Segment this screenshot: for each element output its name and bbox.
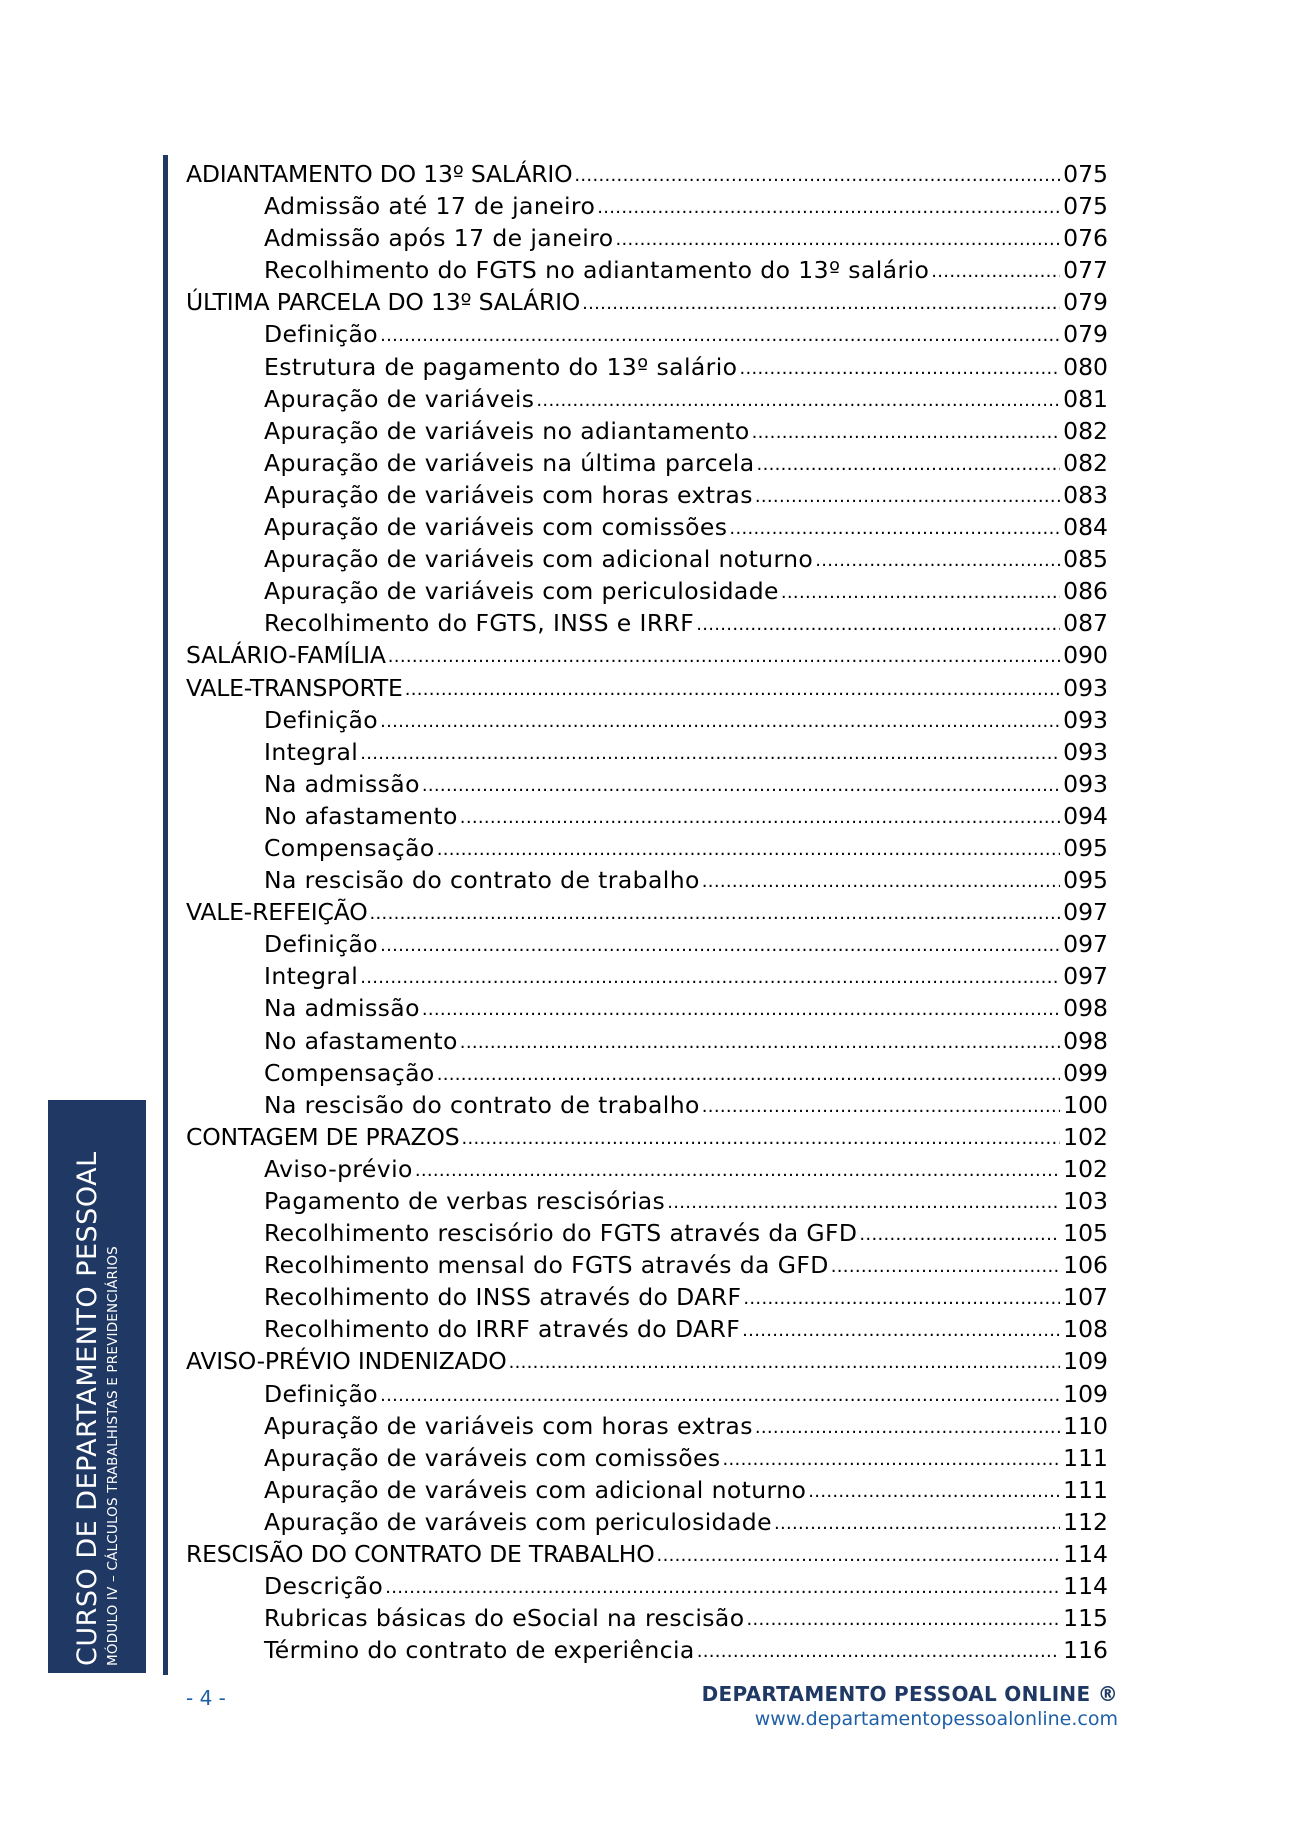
toc-dot-leader <box>460 799 1060 834</box>
toc-subsection-entry[interactable] <box>186 1089 1108 1121</box>
toc-subsection-entry[interactable] <box>186 543 1108 575</box>
toc-entry-page: 080 <box>1063 352 1108 381</box>
toc-dot-leader <box>574 157 1060 192</box>
toc-entry-label: Apuração de varáveis com adicional noturno <box>264 1475 807 1504</box>
toc-subsection-entry[interactable] <box>186 318 1108 350</box>
toc-entry-page: 095 <box>1063 866 1108 895</box>
toc-entry-label: Na admissão <box>264 994 420 1023</box>
toc-dot-leader <box>380 703 1060 738</box>
footer-url[interactable]: www.departamentopessoalonline.com <box>754 1708 1118 1730</box>
toc-entry-page: 106 <box>1063 1251 1108 1280</box>
toc-subsection-entry[interactable] <box>186 1634 1108 1666</box>
toc-dot-leader <box>742 1312 1060 1347</box>
toc-dot-leader <box>385 1569 1060 1604</box>
side-banner <box>48 1100 146 1673</box>
toc-section-entry[interactable] <box>186 896 1108 928</box>
toc-subsection-entry[interactable] <box>186 447 1108 479</box>
toc-subsection-entry[interactable] <box>186 1025 1108 1057</box>
toc-entry-page: 085 <box>1063 545 1108 574</box>
toc-subsection-entry[interactable] <box>186 607 1108 639</box>
toc-subsection-entry[interactable] <box>186 1313 1108 1345</box>
toc-entry-page: 103 <box>1063 1187 1108 1215</box>
toc-dot-leader <box>781 574 1060 609</box>
toc-dot-leader <box>422 991 1060 1026</box>
side-banner-text <box>72 1106 122 1666</box>
toc-entry-label: Definição <box>264 320 379 349</box>
toc-entry-label: Admissão após 17 de janeiro <box>264 224 614 253</box>
toc-dot-leader <box>370 895 1061 930</box>
toc-entry-page: 097 <box>1063 898 1108 927</box>
toc-dot-leader <box>616 221 1061 256</box>
toc-dot-leader <box>582 285 1060 320</box>
toc-entry-page: 115 <box>1063 1604 1108 1633</box>
page-number: - 4 - <box>186 1686 226 1710</box>
toc-entry-page: 082 <box>1063 448 1108 477</box>
toc-dot-leader <box>723 1441 1061 1476</box>
toc-entry-label: ÚLTIMA PARCELA DO 13º SALÁRIO <box>186 288 581 317</box>
toc-entry-page: 082 <box>1063 416 1108 445</box>
toc-subsection-entry[interactable] <box>186 1506 1108 1538</box>
toc-section-entry[interactable] <box>186 1538 1108 1570</box>
toc-dot-leader <box>743 1280 1060 1315</box>
toc-entry-label: Apuração de variáveis no adiantamento <box>264 416 750 445</box>
toc-entry-label: ADIANTAMENTO DO 13º SALÁRIO <box>186 160 573 188</box>
toc-subsection-entry[interactable] <box>186 479 1108 511</box>
toc-dot-leader <box>597 189 1060 224</box>
toc-subsection-entry[interactable] <box>186 992 1108 1024</box>
toc-dot-leader <box>380 927 1060 962</box>
toc-entry-label: Compensação <box>264 833 435 862</box>
toc-entry-label: Apuração de variáveis na última parcela <box>264 448 755 477</box>
toc-entry-label: Apuração de varáveis com comissões <box>264 1443 721 1472</box>
toc-dot-leader <box>437 1056 1060 1091</box>
toc-subsection-entry[interactable] <box>186 415 1108 447</box>
toc-subsection-entry[interactable] <box>186 704 1108 736</box>
toc-subsection-entry[interactable] <box>186 1474 1108 1506</box>
toc-entry-label: CONTAGEM DE PRAZOS <box>186 1122 460 1151</box>
toc-section-entry[interactable] <box>186 639 1108 671</box>
toc-subsection-entry[interactable] <box>186 960 1108 992</box>
toc-dot-leader <box>831 1248 1060 1283</box>
toc-subsection-entry[interactable] <box>186 383 1108 415</box>
toc-subsection-entry[interactable] <box>186 1217 1108 1249</box>
toc-entry-page: 093 <box>1063 705 1108 734</box>
toc-subsection-entry[interactable] <box>186 864 1108 896</box>
toc-entry-page: 093 <box>1063 737 1108 766</box>
toc-entry-label: Recolhimento mensal do FGTS através da GFD <box>264 1251 829 1280</box>
toc-entry-label: Apuração de variáveis com comissões <box>264 513 728 542</box>
toc-entry-page: 084 <box>1063 513 1108 542</box>
toc-subsection-entry[interactable] <box>186 575 1108 607</box>
toc-dot-leader <box>380 1377 1060 1412</box>
toc-section-entry[interactable] <box>186 158 1108 190</box>
toc-dot-leader <box>657 1537 1061 1572</box>
toc-entry-page: 079 <box>1063 320 1108 349</box>
toc-entry-page: 110 <box>1063 1411 1108 1440</box>
toc-dot-leader <box>755 1409 1060 1444</box>
toc-entry-page: 111 <box>1063 1443 1108 1472</box>
toc-dot-leader <box>697 1633 1060 1668</box>
toc-entry-label: VALE-TRANSPORTE <box>186 673 403 702</box>
toc-dot-leader <box>752 414 1061 449</box>
toc-section-entry[interactable] <box>186 1121 1108 1153</box>
toc-entry-page: 097 <box>1063 962 1108 991</box>
toc-dot-leader <box>380 317 1060 352</box>
toc-entry-page: 090 <box>1063 641 1108 670</box>
toc-dot-leader <box>536 382 1060 417</box>
toc-entry-page: 098 <box>1063 994 1108 1023</box>
toc-entry-page: 109 <box>1063 1347 1108 1376</box>
toc-vertical-rule <box>163 155 168 1675</box>
toc-entry-page: 083 <box>1063 480 1108 509</box>
toc-dot-leader <box>360 735 1060 770</box>
toc-subsection-entry[interactable] <box>186 190 1108 222</box>
toc-subsection-entry[interactable] <box>186 832 1108 864</box>
toc-entry-label: Recolhimento rescisório do FGTS através da GFD <box>264 1219 858 1248</box>
toc-subsection-entry[interactable] <box>186 1057 1108 1089</box>
toc-entry-label: Rubricas básicas do eSocial na rescisão <box>264 1604 745 1633</box>
toc-entry-label: AVISO-PRÉVIO INDENIZADO <box>186 1347 507 1376</box>
toc-entry-page: 102 <box>1063 1122 1108 1151</box>
toc-entry-label: VALE-REFEIÇÃO <box>186 898 368 927</box>
toc-section-entry[interactable] <box>186 672 1108 704</box>
toc-dot-leader <box>696 606 1060 641</box>
toc-entry-label: Apuração de variáveis <box>264 384 535 413</box>
footer-brand-title: DEPARTAMENTO PESSOAL ONLINE ® <box>701 1682 1118 1706</box>
toc-entry-page: 076 <box>1063 224 1108 253</box>
toc-dot-leader <box>405 671 1060 706</box>
toc-subsection-entry[interactable] <box>186 511 1108 543</box>
toc-subsection-entry[interactable] <box>186 222 1108 254</box>
toc-dot-leader <box>702 1088 1060 1123</box>
toc-entry-label: Apuração de variáveis com periculosidade <box>264 577 779 606</box>
toc-dot-leader <box>437 831 1060 866</box>
toc-entry-page: 079 <box>1063 288 1108 317</box>
toc-entry-page: 116 <box>1063 1636 1108 1665</box>
toc-entry-page: 093 <box>1063 769 1108 798</box>
toc-entry-page: 111 <box>1063 1475 1108 1504</box>
toc-entry-label: Definição <box>264 930 379 959</box>
toc-entry-page: 114 <box>1063 1572 1108 1601</box>
toc-dot-leader <box>746 1601 1060 1636</box>
toc-entry-label: Na rescisão do contrato de trabalho <box>264 1090 700 1119</box>
toc-entry-label: No afastamento <box>264 1026 458 1055</box>
toc-dot-leader <box>739 350 1060 385</box>
toc-entry-label: Na admissão <box>264 769 420 798</box>
toc-entry-label: Definição <box>264 705 379 734</box>
toc-entry-label: Recolhimento do INSS através do DARF <box>264 1283 742 1312</box>
toc-entry-label: Recolhimento do IRRF através do DARF <box>264 1315 741 1344</box>
banner-subtitle: MÓDULO IV – CÁLCULOS TRABALHISTAS E PREVIDENCIÁRIOS <box>105 1246 121 1666</box>
toc-entry-page: 095 <box>1063 833 1108 862</box>
toc-entry-label: SALÁRIO-FAMÍLIA <box>186 641 386 670</box>
banner-title: CURSO DE DEPARTAMENTO PESSOAL <box>72 1151 103 1666</box>
toc-entry-label: Pagamento de verbas rescisórias <box>264 1187 666 1215</box>
toc-entry-label: Recolhimento do FGTS, INSS e IRRF <box>264 609 695 638</box>
toc-subsection-entry[interactable] <box>186 800 1108 832</box>
toc-entry-label: Integral <box>264 962 359 991</box>
toc-entry-label: No afastamento <box>264 801 458 830</box>
toc-entry-page: 109 <box>1063 1379 1108 1408</box>
toc-subsection-entry[interactable] <box>186 1570 1108 1602</box>
toc-dot-leader <box>360 959 1060 994</box>
toc-entry-page: 114 <box>1063 1540 1108 1569</box>
toc-dot-leader <box>729 510 1060 545</box>
toc-entry-page: 087 <box>1063 609 1108 638</box>
toc-dot-leader <box>667 1184 1060 1219</box>
toc-subsection-entry[interactable] <box>186 1442 1108 1474</box>
toc-entry-page: 081 <box>1063 384 1108 413</box>
toc-subsection-entry[interactable] <box>186 768 1108 800</box>
toc-entry-page: 107 <box>1063 1283 1108 1312</box>
toc-entry-label: Integral <box>264 737 359 766</box>
toc-dot-leader <box>757 446 1061 481</box>
toc-entry-label: Término do contrato de experiência <box>264 1636 695 1665</box>
toc-section-entry[interactable] <box>186 1345 1108 1377</box>
toc-dot-leader <box>931 253 1060 288</box>
toc-subsection-entry[interactable] <box>186 351 1108 383</box>
toc-dot-leader <box>422 767 1060 802</box>
toc-dot-leader <box>702 863 1060 898</box>
toc-entry-page: 075 <box>1063 192 1108 221</box>
toc-dot-leader <box>388 638 1060 673</box>
toc-subsection-entry[interactable] <box>186 1249 1108 1281</box>
toc-dot-leader <box>774 1505 1060 1540</box>
toc-dot-leader <box>815 542 1060 577</box>
toc-dot-leader <box>509 1344 1061 1379</box>
toc-section-entry[interactable] <box>186 286 1108 318</box>
toc-entry-page: 112 <box>1063 1507 1108 1536</box>
toc-entry-page: 108 <box>1063 1315 1108 1344</box>
toc-dot-leader <box>460 1024 1060 1059</box>
toc-entry-label: Na rescisão do contrato de trabalho <box>264 866 700 895</box>
toc-entry-page: 077 <box>1063 256 1108 285</box>
toc-entry-label: Apuração de variáveis com horas extras <box>264 1411 753 1440</box>
toc-dot-leader <box>461 1120 1060 1155</box>
toc-entry-label: Descrição <box>264 1572 384 1601</box>
toc-entry-page: 093 <box>1063 673 1108 702</box>
toc-subsection-entry[interactable] <box>186 1281 1108 1313</box>
toc-entry-page: 075 <box>1063 160 1108 188</box>
toc-subsection-entry[interactable] <box>186 1602 1108 1634</box>
toc-subsection-entry[interactable] <box>186 928 1108 960</box>
toc-dot-leader <box>859 1216 1060 1251</box>
table-of-contents <box>186 158 1108 1666</box>
toc-subsection-entry[interactable] <box>186 1378 1108 1410</box>
toc-entry-page: 099 <box>1063 1058 1108 1087</box>
footer-brand <box>702 1682 1118 1730</box>
toc-subsection-entry[interactable] <box>186 1185 1108 1217</box>
toc-subsection-entry[interactable] <box>186 736 1108 768</box>
toc-entry-label: Recolhimento do FGTS no adiantamento do 13º salário <box>264 256 930 285</box>
toc-entry-label: Apuração de variáveis com horas extras <box>264 480 753 509</box>
toc-entry-page: 097 <box>1063 930 1108 959</box>
toc-dot-leader <box>415 1152 1060 1187</box>
toc-entry-label: Aviso-prévio <box>264 1154 413 1183</box>
toc-subsection-entry[interactable] <box>186 1153 1108 1185</box>
toc-entry-label: Compensação <box>264 1058 435 1087</box>
toc-entry-page: 098 <box>1063 1026 1108 1055</box>
toc-entry-label: Admissão até 17 de janeiro <box>264 192 596 221</box>
toc-dot-leader <box>755 478 1060 513</box>
toc-entry-label: Estrutura de pagamento do 13º salário <box>264 352 738 381</box>
toc-entry-label: Apuração de variáveis com adicional noturno <box>264 545 814 574</box>
toc-subsection-entry[interactable] <box>186 1410 1108 1442</box>
toc-entry-page: 100 <box>1063 1090 1108 1119</box>
toc-entry-page: 086 <box>1063 577 1108 606</box>
toc-entry-label: Definição <box>264 1379 379 1408</box>
toc-dot-leader <box>808 1473 1060 1508</box>
toc-subsection-entry[interactable] <box>186 254 1108 286</box>
toc-entry-label: RESCISÃO DO CONTRATO DE TRABALHO <box>186 1540 655 1569</box>
toc-entry-label: Apuração de varáveis com periculosidade <box>264 1507 772 1536</box>
toc-entry-page: 105 <box>1063 1219 1108 1248</box>
toc-entry-page: 102 <box>1063 1154 1108 1183</box>
toc-entry-page: 094 <box>1063 801 1108 830</box>
